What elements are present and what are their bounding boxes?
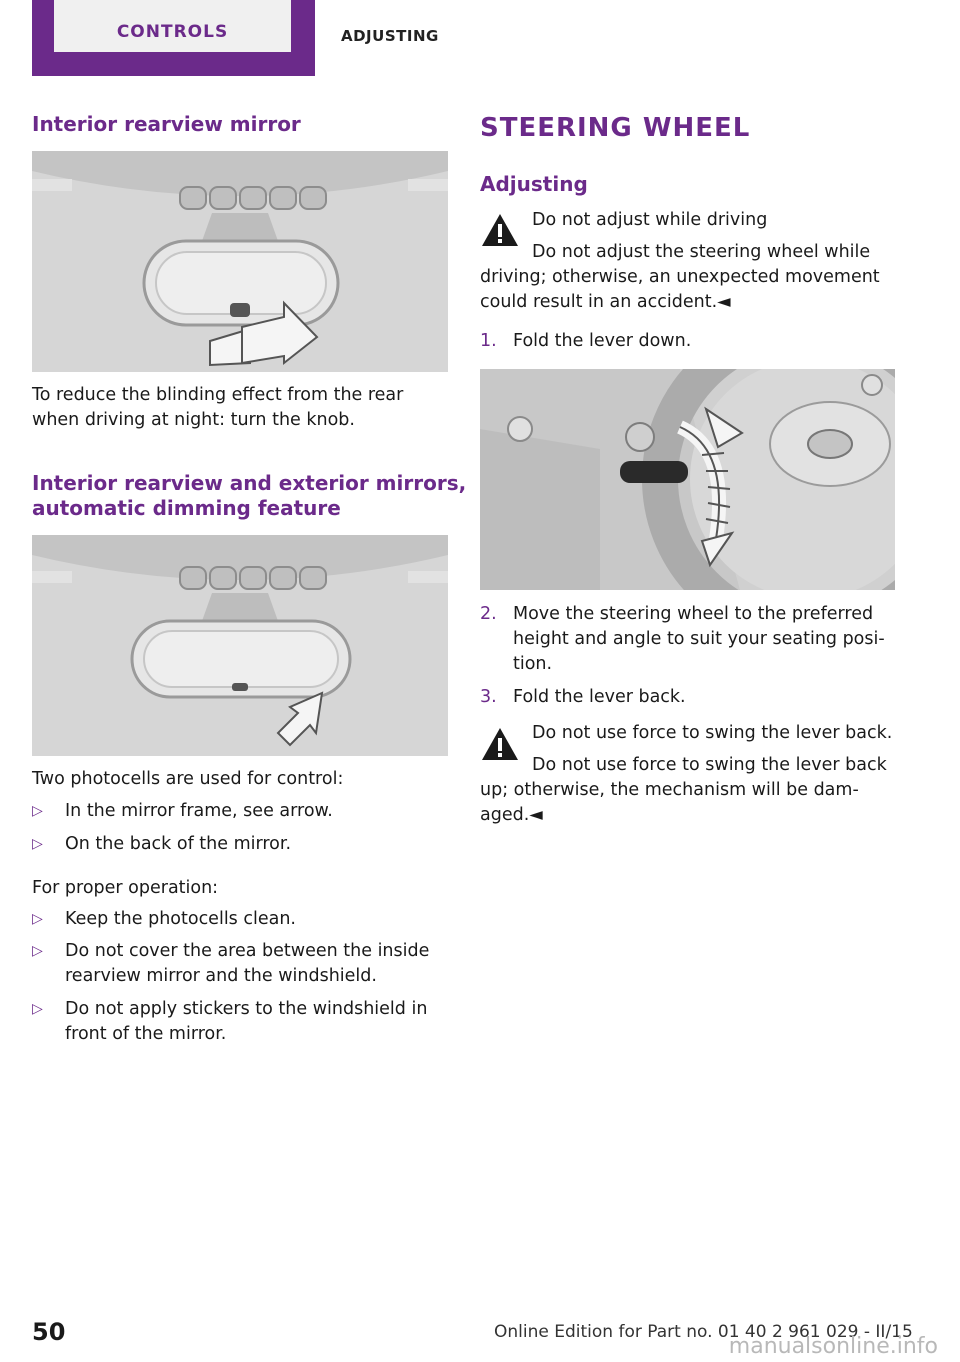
list-item: ▷ In the mirror frame, see arrow. [32, 799, 452, 824]
warning-icon [480, 212, 520, 248]
mirror-text-line-2: when driving at night: turn the knob. [32, 410, 355, 430]
list-item: ▷ Do not cover the area between the inside rearview mirror and the windshield. [32, 941, 430, 986]
heading-interior-mirror: Interior rearview mirror [32, 112, 301, 136]
triangle-right-icon: ▷ [32, 836, 43, 852]
triangle-right-icon: ▷ [32, 943, 43, 959]
watermark: manualsonline.info [728, 1334, 938, 1359]
warning1-title: Do not adjust while driving [532, 210, 768, 230]
heading-dimming-line-1: Interior rearview and exterior mirrors, [32, 471, 467, 495]
section-tab-inner [54, 0, 291, 52]
mirror-figure-knob [32, 151, 448, 372]
warning1-body-line-2: driving; otherwise, an unexpected movement [480, 267, 880, 287]
heading-adjusting: Adjusting [480, 172, 588, 196]
step-item: 2. Move the steering wheel to the preferred height and angle to suit your seating posi‐ tion. [480, 604, 885, 674]
triangle-right-icon: ▷ [32, 1001, 43, 1017]
photocells-intro: Two photocells are used for control: [32, 769, 344, 789]
triangle-right-icon: ▷ [32, 911, 43, 927]
step-item: 3. Fold the lever back. [480, 687, 686, 707]
heading-dimming-line-2: automatic dimming feature [32, 496, 341, 520]
step-item: 1. Fold the lever down. [480, 331, 692, 351]
warning1-body-line-3: could result in an accident.◄ [480, 292, 731, 312]
triangle-right-icon: ▷ [32, 803, 43, 819]
mirror-text-line-1: To reduce the blinding effect from the rear [32, 385, 404, 405]
edition-note: Online Edition for Part no. 01 40 2 961 029 - II/15 [494, 1322, 913, 1342]
operation-intro: For proper operation: [32, 878, 219, 898]
section-tab [32, 0, 315, 76]
subsection-label: ADJUSTING [341, 27, 439, 45]
warning2-body-line-3: aged.◄ [480, 805, 543, 825]
warning2-body-line-1: Do not use force to swing the lever back [532, 755, 887, 775]
warning2-body-line-2: up; otherwise, the mechanism will be dam‐ [480, 780, 859, 800]
heading-steering-wheel: STEERING WHEEL [480, 113, 751, 143]
warning2-title: Do not use force to swing the lever back. [532, 723, 893, 743]
warning-icon [480, 726, 520, 762]
steering-lever-figure [480, 369, 895, 590]
section-tab-label: CONTROLS [116, 22, 229, 42]
mirror-figure-photocell [32, 535, 448, 756]
list-item: ▷ Do not apply stickers to the windshield in front of the mirror. [32, 999, 428, 1044]
list-item: ▷ On the back of the mirror. [32, 832, 452, 857]
list-item: ▷ Keep the photocells clean. [32, 907, 452, 932]
page-number: 50 [32, 1318, 66, 1346]
warning1-body-line-1: Do not adjust the steering wheel while [532, 242, 871, 262]
